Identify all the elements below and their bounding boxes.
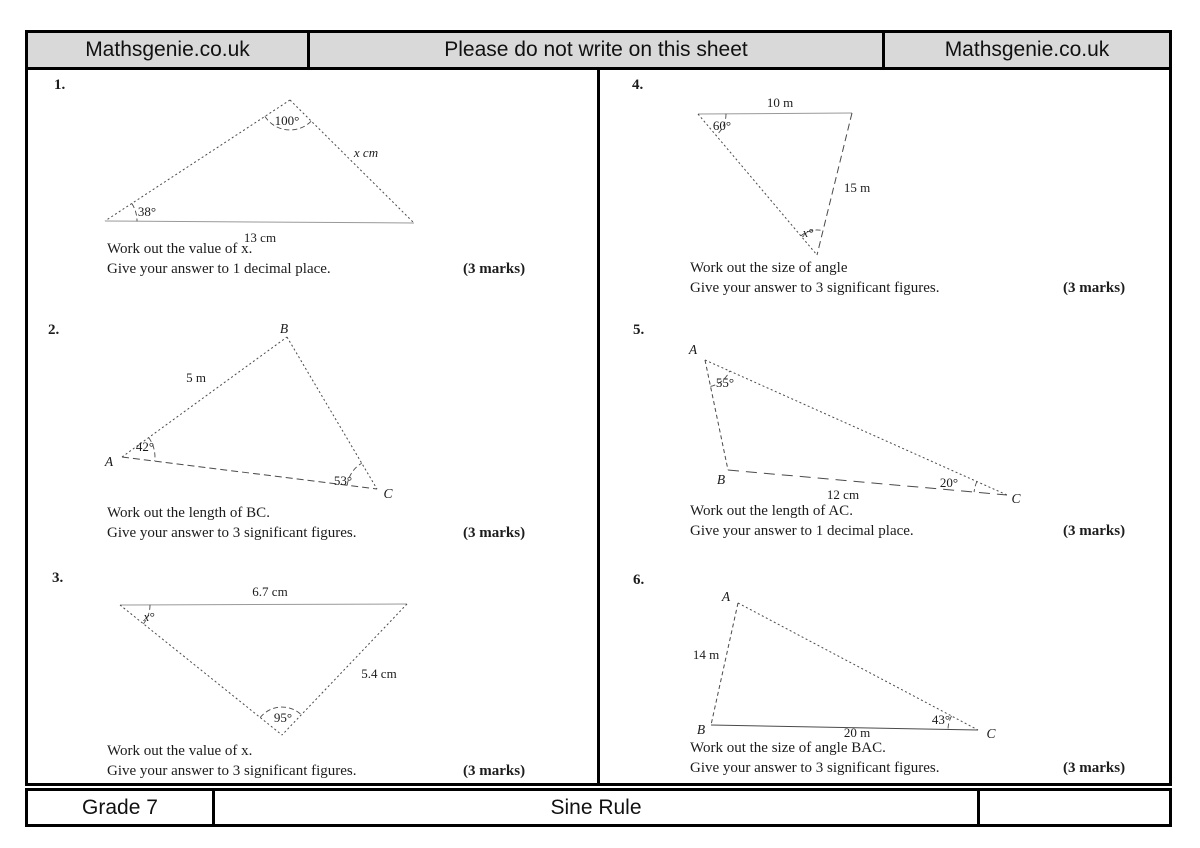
triangle-diagram: [85, 321, 455, 505]
footer-row: [25, 788, 1172, 827]
instruction-line: Work out the size of angle: [690, 260, 848, 276]
vertex-label: C: [986, 726, 996, 741]
diagram-label: 42°: [135, 439, 155, 454]
question-text: [690, 503, 914, 543]
instruction-line: Give your answer to 3 significant figures.: [107, 763, 357, 779]
instruction-line: Give your answer to 3 significant figures.: [690, 280, 940, 296]
triangle-diagram: [665, 585, 1025, 745]
instruction-line: Give your answer to 1 decimal place.: [107, 261, 331, 277]
vertex-label: B: [716, 472, 726, 487]
question-number: 4.: [632, 77, 644, 93]
diagram-label: 43°: [931, 712, 951, 727]
marks-label: (3 marks): [1063, 280, 1126, 296]
question-number: 6.: [633, 572, 645, 588]
instruction-line: Work out the length of AC.: [690, 503, 853, 519]
question-number: 2.: [48, 322, 60, 338]
triangle-diagram: [665, 90, 985, 260]
triangle-side: [105, 100, 290, 221]
instruction-line: Work out the value of x.: [107, 241, 253, 257]
header-notice: Please do not write on this sheet: [310, 33, 885, 67]
triangle-side: [120, 605, 282, 735]
diagram-label: 95°: [273, 710, 293, 725]
marks-label: (3 marks): [1063, 760, 1126, 776]
diagram-label: 14 m: [692, 647, 720, 662]
triangle-side: [290, 100, 414, 223]
header-brand-left: Mathsgenie.co.uk: [28, 33, 310, 67]
diagram-label: 20°: [939, 475, 959, 490]
angle-arc: [974, 482, 977, 493]
diagram-label: 5.4 cm: [361, 666, 397, 681]
grade-label: Grade 7: [28, 791, 215, 824]
question-text: [107, 743, 357, 783]
diagram-label: 5 m: [186, 370, 206, 385]
marks-label: (3 marks): [463, 261, 526, 277]
topic-title: Sine Rule: [215, 791, 980, 824]
question-block-5: [600, 300, 1172, 555]
diagram-label: x cm: [353, 145, 379, 160]
diagram-label: 53°: [333, 473, 353, 488]
question-block-2: [30, 300, 592, 555]
vertex-label: A: [688, 342, 698, 357]
diagram-label: 60°: [712, 118, 732, 133]
triangle-diagram: [85, 85, 455, 247]
diagram-label: 6.7 cm: [252, 584, 288, 599]
marks-label: (3 marks): [463, 763, 526, 779]
header-row: [28, 33, 1169, 70]
instruction-line: Give your answer to 3 significant figures.: [107, 525, 357, 541]
question-text: [107, 241, 331, 281]
triangle-side: [738, 603, 978, 730]
question-block-4: [600, 67, 1172, 300]
question-text: [107, 505, 357, 545]
instruction-line: Work out the size of angle BAC.: [690, 740, 886, 756]
diagram-label: 12 cm: [826, 487, 860, 502]
vertex-label: C: [383, 486, 393, 501]
instruction-line: Give your answer to 3 significant figures.: [690, 760, 940, 776]
question-block-3: [30, 555, 592, 786]
diagram-label: 55°: [715, 375, 735, 390]
instruction-line: Work out the value of x.: [107, 743, 253, 759]
diagram-label: 13 cm: [243, 230, 277, 245]
vertex-label: A: [721, 589, 731, 604]
instruction-line: Give your answer to 1 decimal place.: [690, 523, 914, 539]
marks-label: (3 marks): [463, 525, 526, 541]
question-block-1: [30, 67, 592, 300]
vertex-label: C: [1011, 491, 1021, 506]
question-block-6: [600, 555, 1172, 786]
question-text: [690, 260, 940, 300]
diagram-label: 38°: [137, 204, 157, 219]
triangle-side: [728, 470, 1007, 495]
triangle-side: [711, 603, 738, 725]
triangle-diagram: [85, 583, 455, 743]
triangle-side: [705, 360, 1007, 495]
triangle-side: [287, 337, 377, 489]
diagram-label: 100°: [274, 113, 300, 128]
footer-empty-cell: [980, 791, 1169, 824]
instruction-line: Work out the length of BC.: [107, 505, 270, 521]
vertex-label: B: [279, 321, 289, 336]
diagram-label: 20 m: [843, 725, 871, 740]
angle-arc: [132, 204, 137, 222]
question-number: 3.: [52, 570, 64, 586]
header-brand-right: Mathsgenie.co.uk: [944, 38, 1110, 61]
triangle-side: [105, 221, 414, 223]
diagram-label: 10 m: [766, 95, 794, 110]
marks-label: (3 marks): [1063, 523, 1126, 539]
question-number: 1.: [54, 77, 66, 93]
vertex-label: B: [696, 722, 706, 737]
triangle-side: [698, 113, 852, 114]
triangle-side: [698, 114, 817, 255]
vertex-label: A: [104, 454, 114, 469]
diagram-label: 15 m: [843, 180, 871, 195]
diagram-label: x°: [143, 609, 155, 624]
triangle-side: [120, 604, 407, 605]
diagram-label: x°: [802, 225, 814, 240]
question-text: [690, 740, 940, 780]
question-number: 5.: [633, 322, 645, 338]
triangle-diagram: [665, 340, 1035, 510]
